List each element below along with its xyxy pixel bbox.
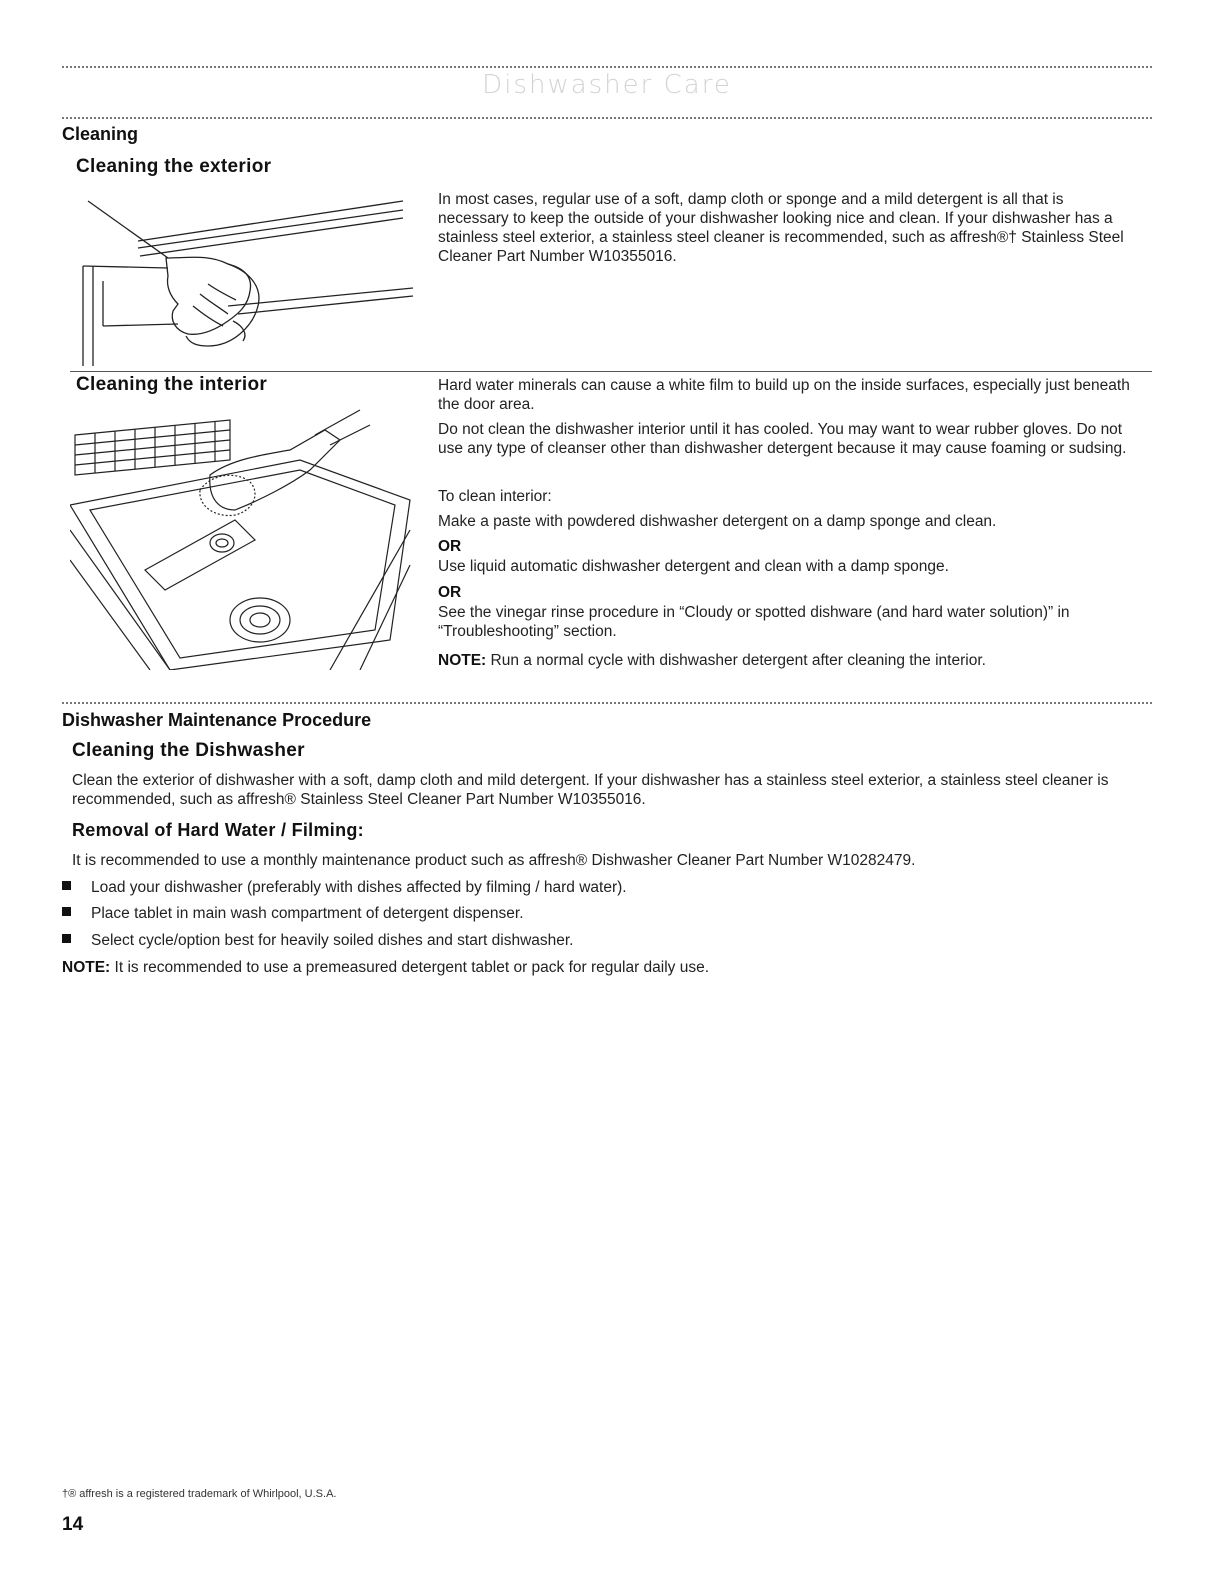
bullet-icon [62, 934, 71, 943]
removal-note-text: It is recommended to use a premeasured detergent tablet or pack for regular daily use. [110, 959, 710, 976]
interior-p4: Make a paste with powdered dishwasher detergent on a damp sponge and clean. [438, 513, 997, 530]
removal-intro: It is recommended to use a monthly maintenance product such as affresh® Dishwasher Cleaner Part Number W10282479. [72, 852, 916, 869]
maintenance-rule [62, 702, 1152, 704]
exterior-cleaning-illustration [78, 196, 418, 366]
interior-note-text: Run a normal cycle with dishwasher detergent after cleaning the interior. [486, 652, 986, 669]
removal-bullet-3 [62, 931, 573, 950]
interior-title: Cleaning the interior [76, 374, 268, 395]
header-bottom-rule [62, 117, 1152, 119]
page-header-title: Dishwasher Care [482, 70, 732, 100]
exterior-title: Cleaning the exterior [76, 156, 272, 177]
interior-p3: To clean interior: [438, 488, 552, 505]
page-number: 14 [62, 1514, 84, 1535]
interior-p1: Hard water minerals can cause a white film to build up on the inside surfaces, especially just beneath the door area. [438, 377, 1130, 413]
removal-bullet-1 [62, 878, 627, 897]
header-top-rule [62, 66, 1152, 68]
interior-note-label: NOTE: [438, 652, 487, 669]
exterior-text: In most cases, regular use of a soft, damp cloth or sponge and a mild detergent is all that is necessary to keep the outside of your dishwasher looking nice and clean. If your dishwasher has a stainless steel exterior, a stainless steel cleaner is recommended, such as affresh®† Stainless Steel Cleaner Part Number W10355016. [438, 191, 1124, 265]
interior-or-2: OR [438, 584, 462, 601]
bullet-icon [62, 881, 71, 890]
interior-p2: Do not clean the dishwasher interior until it has cooled. You may want to wear rubber gloves. Do not use any type of cleanser other than dishwasher detergent because it may cause foaming or sudsing. [438, 421, 1127, 457]
bullet-icon [62, 907, 71, 916]
removal-title: Removal of Hard Water / Filming: [72, 820, 364, 840]
removal-bullet-2-text: Place tablet in main wash compartment of detergent dispenser. [91, 905, 524, 922]
interior-divider [70, 371, 1152, 372]
removal-bullet-1-text: Load your dishwasher (preferably with dishes affected by filming / hard water). [91, 879, 627, 896]
maintenance-heading: Dishwasher Maintenance Procedure [62, 710, 372, 730]
cleaning-heading: Cleaning [62, 124, 139, 144]
removal-note-label: NOTE: [62, 959, 111, 976]
interior-or-1: OR [438, 538, 462, 555]
cleaning-dishwasher-text: Clean the exterior of dishwasher with a soft, damp cloth and mild detergent. If your dishwasher has a stainless steel exterior, a stainless steel cleaner is recommended, such as affresh® Stainless Steel Cleaner Part Number W10355016. [72, 772, 1109, 808]
removal-note [62, 958, 1142, 977]
interior-cleaning-illustration [70, 400, 415, 670]
trademark-footnote: †® affresh is a registered trademark of Whirlpool, U.S.A. [62, 1488, 337, 1500]
removal-bullet-3-text: Select cycle/option best for heavily soiled dishes and start dishwasher. [91, 932, 574, 949]
interior-p5: Use liquid automatic dishwasher detergent and clean with a damp sponge. [438, 558, 949, 575]
removal-bullet-2 [62, 904, 524, 923]
interior-p6: See the vinegar rinse procedure in “Cloudy or spotted dishware (and hard water solution)” in “Troubleshooting” section. [438, 604, 1070, 640]
cleaning-dishwasher-title: Cleaning the Dishwasher [72, 740, 305, 761]
interior-note [438, 651, 1138, 670]
